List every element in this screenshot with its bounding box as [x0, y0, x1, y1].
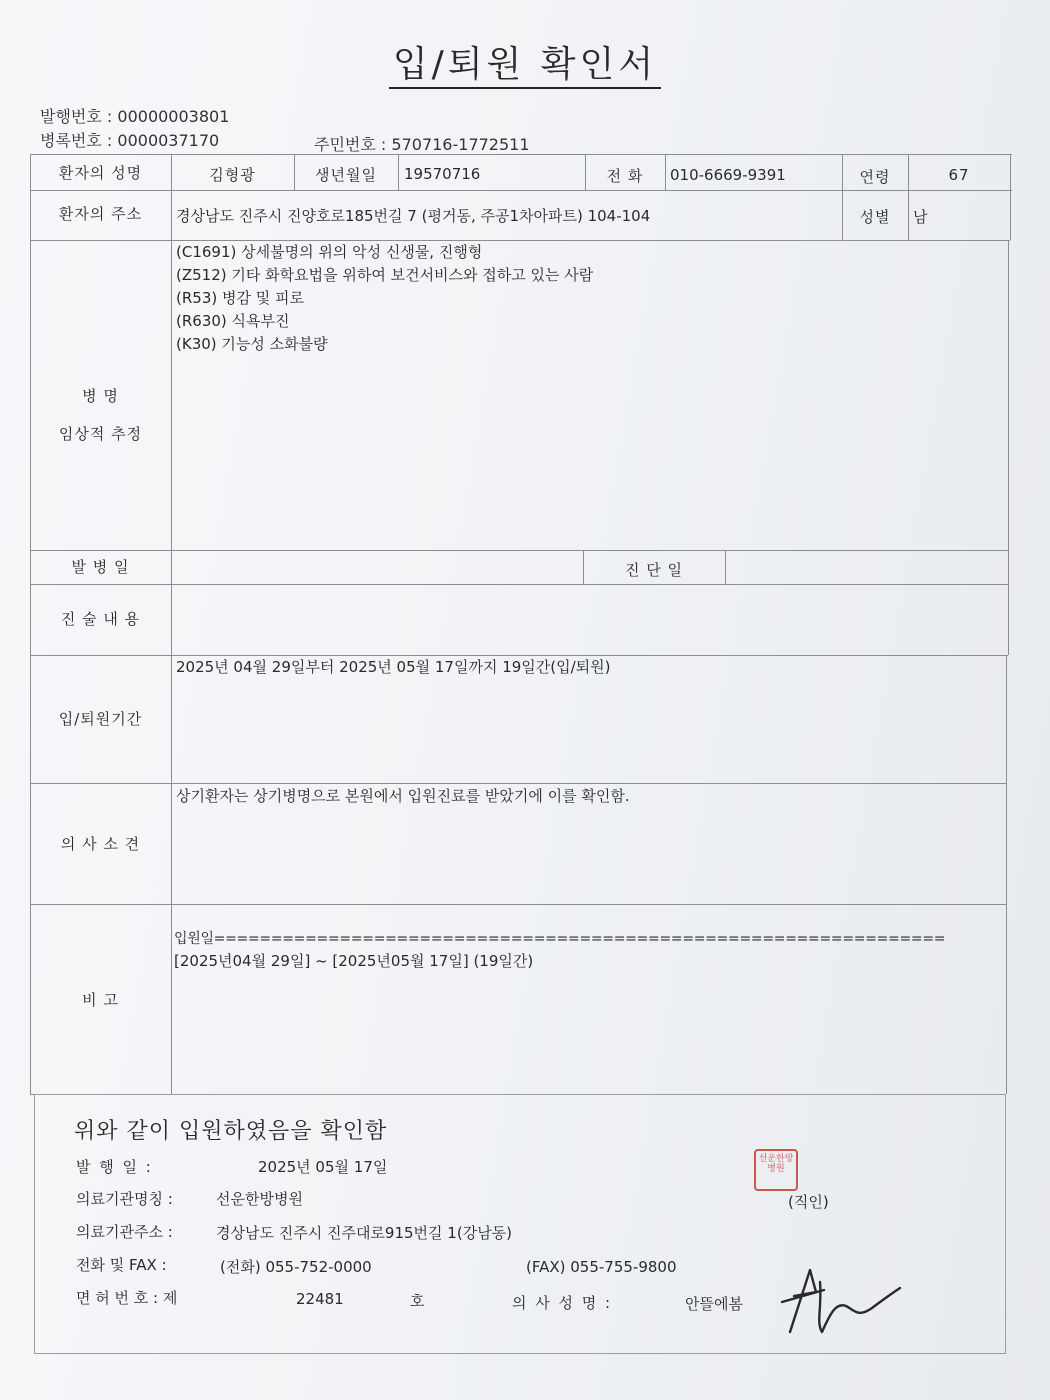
remarks-line: [2025년04월 29일] ~ [2025년05월 17일] (19일간)	[174, 952, 534, 970]
diagnosis-item: (C1691) 상세불명의 위의 악성 신생물, 진행형	[176, 243, 483, 261]
institution-name-label: 의료기관명칭 :	[76, 1190, 173, 1208]
diagnosis-list	[176, 241, 593, 356]
resident-number-value: 570716-1772511	[391, 135, 530, 154]
license-label: 면 허 번 호 : 제	[76, 1289, 178, 1307]
institution-name: 선운한방병원	[216, 1190, 303, 1208]
period-value: 2025년 04월 29일부터 2025년 05월 17일까지 19일간(입/퇴원)	[176, 658, 611, 676]
diagnosis-item: (K30) 기능성 소화불량	[176, 335, 328, 353]
issue-number-label: 발행번호 :	[40, 107, 113, 126]
chart-number-label: 병록번호 :	[40, 131, 113, 150]
seal-note: (직인)	[788, 1193, 829, 1211]
issue-number-value: 00000003801	[117, 107, 230, 126]
institution-phone: (전화) 055-752-0000	[220, 1258, 372, 1276]
patient-dob: 19570716	[404, 165, 481, 183]
onset-date-label: 발 병 일	[71, 558, 130, 576]
opinion-label: 의 사 소 견	[60, 835, 141, 853]
patient-sex: 남	[913, 208, 928, 226]
address-label: 환자의 주소	[58, 205, 143, 223]
patient-address: 경상남도 진주시 진양호로185번길 7 (평거동, 주공1차아파트) 104-104	[176, 207, 651, 225]
diagnosis-item: (Z512) 기타 화학요법을 위하여 보건서비스와 접하고 있는 사람	[176, 266, 594, 284]
license-suffix: 호	[410, 1292, 425, 1310]
institution-fax: (FAX) 055-755-9800	[526, 1258, 677, 1276]
doctor-name-label: 의 사 성 명 :	[512, 1294, 613, 1312]
sex-label: 성별	[859, 208, 891, 226]
doctor-signature	[776, 1262, 906, 1342]
diagnosis-item: (R630) 식욕부진	[176, 312, 290, 330]
phone-label: 전 화	[606, 167, 644, 185]
clinical-estimate-label: 임상적 추정	[58, 425, 143, 443]
remarks-label: 비 고	[82, 991, 119, 1009]
issue-date: 2025년 05월 17일	[258, 1158, 388, 1176]
resident-number-label: 주민번호 :	[314, 135, 387, 154]
patient-phone: 010-6669-9391	[670, 166, 786, 184]
issue-number	[40, 104, 229, 127]
period-label: 입/퇴원기간	[58, 710, 143, 728]
diagnosis-item: (R53) 병감 및 피로	[176, 289, 304, 307]
institution-address: 경상남도 진주시 진주대로915번길 1(강남동)	[216, 1224, 513, 1242]
patient-name: 김형광	[209, 166, 256, 184]
confirmation-statement: 위와 같이 입원하였음을 확인함	[74, 1119, 388, 1144]
doctor-name: 안뜰에봄	[685, 1295, 743, 1313]
chart-number	[40, 128, 219, 151]
patient-age: 67	[948, 166, 970, 184]
name-label: 환자의 성명	[58, 164, 143, 182]
official-seal: 선운한방병원	[754, 1149, 798, 1191]
institution-address-label: 의료기관주소 :	[76, 1223, 173, 1241]
diagnosis-date-label: 진 단 일	[624, 561, 683, 579]
statement-label: 진 술 내 용	[60, 610, 141, 628]
license-number: 22481	[296, 1290, 344, 1308]
resident-number	[314, 132, 530, 155]
remarks-line: 입원일================================================================	[174, 931, 946, 947]
phone-fax-label: 전화 및 FAX :	[76, 1256, 167, 1274]
chart-number-value: 0000037170	[117, 131, 220, 150]
diagnosis-label: 병 명	[82, 387, 119, 405]
age-label: 연령	[859, 168, 891, 186]
document-title: 입/퇴원 확인서	[0, 36, 1050, 87]
doctor-opinion: 상기환자는 상기병명으로 본원에서 입원진료를 받았기에 이를 확인함.	[176, 787, 630, 805]
dob-label: 생년월일	[315, 166, 377, 184]
issue-date-label: 발 행 일 :	[76, 1158, 153, 1176]
